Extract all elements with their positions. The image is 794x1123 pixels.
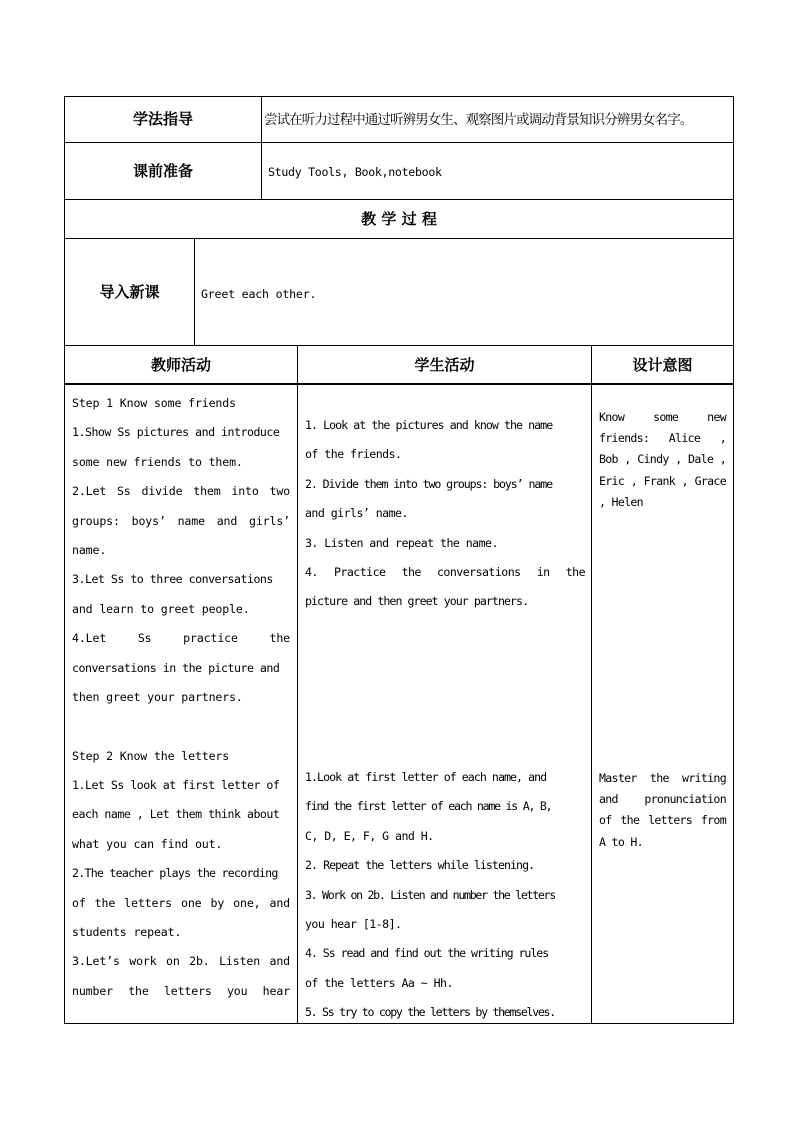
student-line: 4. Practice the conversations in the bbox=[305, 564, 585, 579]
student-line: of the friends. bbox=[305, 447, 402, 462]
student-line: 3. Listen and repeat the name. bbox=[305, 535, 498, 550]
design-intent-block-1 bbox=[599, 407, 726, 513]
teacher-line: 2.The teacher plays the recording bbox=[72, 866, 278, 881]
design-intent-header: 设计意图 bbox=[632, 356, 693, 374]
student-activity-block-1 bbox=[305, 411, 585, 617]
student-line: find the first letter of each name is A, B, bbox=[305, 799, 552, 814]
student-line: 3. Work on 2b. Listen and number the letters bbox=[305, 887, 555, 902]
teacher-line: 1.Let Ss look at first letter of bbox=[72, 778, 280, 793]
student-line: 1. Look at the pictures and know the name bbox=[305, 418, 553, 432]
col-divider bbox=[194, 238, 195, 345]
intro-label: 导入新课 bbox=[99, 283, 160, 301]
teacher-line: and learn to greet people. bbox=[72, 601, 250, 616]
teacher-line: name. bbox=[72, 542, 107, 557]
method-label: 学法指导 bbox=[132, 110, 193, 128]
teacher-line: 3.Let’s work on 2b. Listen and bbox=[72, 954, 290, 969]
teacher-line: what you can find out. bbox=[72, 836, 223, 851]
prep-content: Study Tools, Book,notebook bbox=[268, 165, 442, 179]
student-line: 2. Repeat the letters while listening. bbox=[305, 858, 535, 873]
teacher-line: students repeat. bbox=[72, 925, 182, 940]
teacher-line: 4.Let Ss practice the bbox=[72, 631, 290, 646]
teacher-line: 1.Show Ss pictures and introduce bbox=[72, 425, 280, 440]
teacher-line: 2.Let Ss divide them into two bbox=[72, 484, 290, 499]
teacher-activity-text bbox=[72, 389, 290, 1006]
teacher-line bbox=[72, 712, 290, 741]
student-line: picture and then greet your partners. bbox=[305, 594, 529, 609]
design-line: , Helen bbox=[599, 494, 643, 509]
teacher-line: Step 2 Know the letters bbox=[72, 748, 230, 763]
design-line: Eric , Frank , Grace bbox=[599, 473, 726, 488]
teacher-line: 3.Let Ss to three conversations bbox=[72, 572, 273, 587]
student-line: and girls’ name. bbox=[305, 506, 408, 521]
row-divider bbox=[64, 345, 734, 346]
design-line: of the letters from bbox=[599, 813, 726, 828]
design-line: A to H. bbox=[599, 834, 643, 849]
col-divider bbox=[297, 345, 298, 1024]
student-line: 4. Ss read and find out the writing rules bbox=[305, 946, 549, 961]
row-divider bbox=[64, 142, 734, 143]
student-line: you hear [1-8]. bbox=[305, 916, 402, 931]
intro-content: Greet each other. bbox=[201, 287, 317, 301]
prep-label: 课前准备 bbox=[132, 162, 193, 180]
student-line: 2. Divide them into two groups: boys’ name bbox=[305, 476, 552, 491]
teacher-line: each name , Let them think about bbox=[72, 807, 280, 822]
teacher-line: of the letters one by one, and bbox=[72, 895, 290, 910]
col-divider bbox=[591, 345, 592, 1024]
teacher-line: Step 1 Know some friends bbox=[72, 396, 236, 410]
design-line: Master the writing bbox=[599, 771, 726, 785]
student-line: 5. Ss try to copy the letters by themselves. bbox=[305, 1005, 555, 1020]
teacher-line: groups: boys’ name and girls’ bbox=[72, 513, 290, 528]
design-line: and pronunciation bbox=[599, 792, 726, 807]
teacher-activity-header: 教师活动 bbox=[150, 356, 211, 374]
teacher-line: number the letters you hear bbox=[72, 983, 290, 998]
teacher-line: conversations in the picture and bbox=[72, 660, 280, 675]
row-divider bbox=[64, 238, 734, 239]
design-line: friends: Alice , bbox=[599, 431, 726, 446]
method-content: 尝试在听力过程中通过听辨男女生、观察图片或调动背景知识分辨男女名字。 bbox=[264, 112, 693, 128]
table-border-right bbox=[733, 96, 734, 1024]
design-line: Bob , Cindy , Dale , bbox=[599, 452, 726, 467]
process-title: 教 学 过 程 bbox=[361, 210, 437, 228]
row-divider bbox=[64, 383, 734, 385]
student-line: 1.Look at first letter of each name, and bbox=[305, 770, 547, 784]
student-activity-block-2 bbox=[305, 763, 585, 1028]
table-border-top bbox=[64, 96, 734, 97]
student-line: C, D, E, F, G and H. bbox=[305, 828, 434, 843]
col-divider bbox=[261, 96, 262, 199]
design-line: Know some new bbox=[599, 410, 726, 424]
student-activity-header: 学生活动 bbox=[414, 356, 475, 374]
student-line: of the letters Aa ~ Hh. bbox=[305, 975, 453, 990]
design-intent-block-2 bbox=[599, 768, 726, 853]
teacher-line: some new friends to them. bbox=[72, 454, 243, 469]
table-border-left bbox=[64, 96, 65, 1024]
teacher-line: then greet your partners. bbox=[72, 689, 243, 704]
row-divider bbox=[64, 199, 734, 200]
